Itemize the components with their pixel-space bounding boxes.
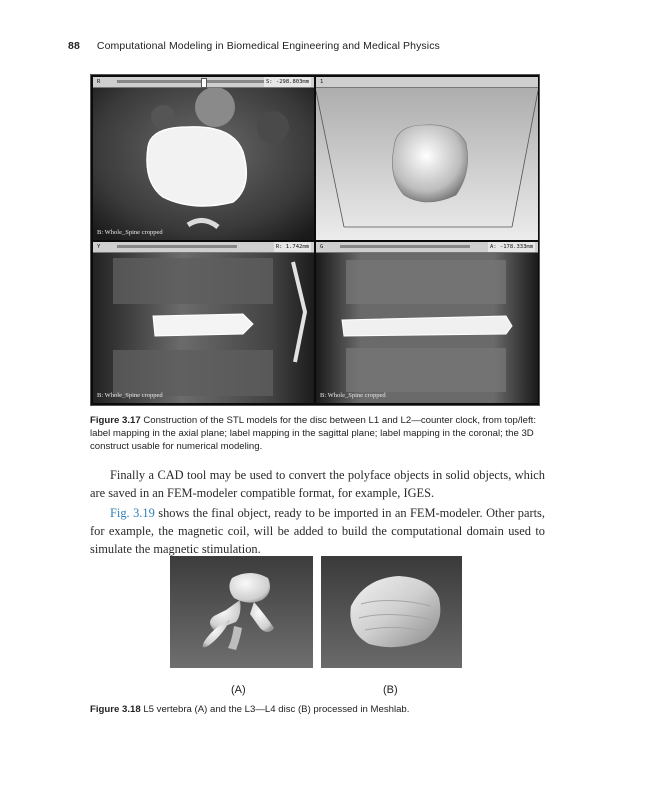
sagittal-slice-image [93,242,314,403]
running-title: Computational Modeling in Biomedical Engineering and Medical Physics [96,40,440,52]
sagittal-view-panel [93,242,314,403]
sagittal-slider-track [117,245,237,248]
3d-view-panel [316,77,538,240]
running-header [68,40,440,52]
subfigure-a-label: (A) [231,684,246,696]
axial-slider-knob [201,78,207,88]
figure-3-17 [90,74,540,406]
figure-3-17-caption-text: Construction of the STL models for the disc between L1 and L2—counter clock, from top/left: label mapping in the axial plane; label mapping in the sagittal plane; label mapping in the coronal; the 3D construct usable for numerical modeling. [90,415,536,452]
paragraph-2-text: shows the final object, ready to be imported in an FEM-modeler. Other parts, for example, the magnetic coil, will be added to build the computational domain used to simulate the magnetic stimulation. [90,506,545,556]
coronal-toolbar [316,242,538,253]
paragraph-2 [90,504,545,558]
page-number: 88 [68,40,80,52]
figure-3-19-link[interactable]: Fig. 3.19 [110,506,155,520]
axial-coordinate: S: -298.803mm [265,79,309,85]
sagittal-bar-label: Y [97,244,101,250]
axial-bar-label: R [97,79,101,85]
coronal-slider-track [340,245,470,248]
paragraph-1: Finally a CAD tool may be used to convert the polyface objects in solid objects, which are saved in an FEM-modeler compatible format, for example, IGES. [90,468,545,500]
sagittal-coordinate: R: 1.742mm [275,244,309,250]
axial-slice-image [93,77,314,240]
3d-bar-label: 1 [320,79,324,85]
3d-toolbar [316,77,538,88]
figure-3-18-caption [90,704,409,715]
coronal-slice-image [316,242,538,403]
coronal-volume-caption: B: Whole_Spine cropped [320,392,386,399]
axial-slider-track [117,80,267,83]
axial-view-panel [93,77,314,240]
figure-3-17-caption [90,414,545,453]
3d-render-image [316,77,538,240]
sagittal-toolbar [93,242,314,253]
axial-volume-caption: B: Whole_Spine cropped [97,229,163,236]
vertebra-render-image [170,556,313,668]
subfigure-b-label: (B) [383,684,398,696]
figure-3-18-caption-text: L5 vertebra (A) and the L3—L4 disc (B) processed in Meshlab. [143,704,410,715]
coronal-bar-label: G [320,244,324,250]
disc-render-image [321,556,462,668]
axial-toolbar [93,77,314,88]
sagittal-volume-caption: B: Whole_Spine cropped [97,392,163,399]
coronal-view-panel [316,242,538,403]
coronal-coordinate: A: -178.333mm [489,244,533,250]
figure-3-18-label: Figure 3.18 [90,704,141,715]
figure-3-17-label: Figure 3.17 [90,415,141,426]
